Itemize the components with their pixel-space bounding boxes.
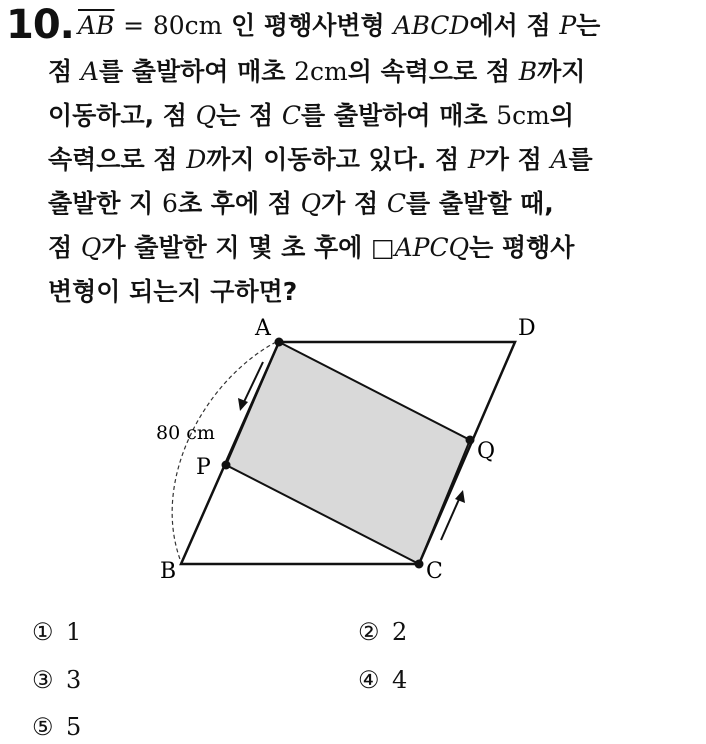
choice-2-mark: ② <box>358 618 380 646</box>
question-line-7: 변형이 되는지 구하면? <box>48 277 298 306</box>
choice-2[interactable] <box>358 618 407 646</box>
point-c-dot <box>415 560 424 569</box>
choice-1[interactable] <box>32 618 81 646</box>
line2-text-1: 점 <box>48 57 73 86</box>
point-p: P <box>559 11 577 40</box>
parallelogram-figure <box>140 305 536 595</box>
choice-3-mark: ③ <box>32 666 54 694</box>
square-symbol: □ <box>370 233 395 262</box>
line4-text-4: 를 <box>568 145 593 174</box>
equals-sign: = <box>123 11 145 40</box>
question-line-6 <box>48 228 574 264</box>
question-line-5 <box>48 184 554 220</box>
line3-text-3: 를 출발하여 매초 <box>301 101 488 130</box>
choice-3[interactable] <box>32 666 81 694</box>
speed-p: 2 <box>294 57 311 86</box>
line5-text-2: 초 후에 점 <box>177 189 292 218</box>
segment-ab: $\overline{AB}$ <box>78 11 115 40</box>
line1-text-2: 에서 점 <box>469 11 551 40</box>
question-line-2 <box>48 52 585 88</box>
question-line-4 <box>48 140 593 176</box>
point-a-dot <box>275 338 284 347</box>
question-line-3 <box>48 96 574 132</box>
choice-4-value: 4 <box>392 666 408 694</box>
choice-4[interactable] <box>358 666 407 694</box>
label-length: 80 cm <box>156 422 215 444</box>
label-q: Q <box>477 439 496 464</box>
line1-text-1: 인 평행사변형 <box>231 11 385 40</box>
line6-text-1: 점 <box>48 233 73 262</box>
choice-4-mark: ④ <box>358 666 380 694</box>
line4-text-3: 가 점 <box>484 145 542 174</box>
line6-text-2: 가 출발한 지 몇 초 후에 <box>101 233 363 262</box>
label-p: P <box>196 455 211 480</box>
line2-text-3: 의 속력으로 점 <box>347 57 511 86</box>
label-b: B <box>160 559 177 584</box>
line2-text-4: 까지 <box>537 57 586 86</box>
line3-text-2: 는 점 <box>216 101 274 130</box>
shape-name: ABCD <box>393 11 470 40</box>
choice-1-mark: ① <box>32 618 54 646</box>
point-q: Q <box>195 101 217 130</box>
choice-5-mark: ⑤ <box>32 713 54 741</box>
choice-1-value: 1 <box>66 618 82 646</box>
question-line-1 <box>78 6 600 42</box>
point-p: P <box>467 145 485 174</box>
line4-text-1: 속력으로 점 <box>48 145 178 174</box>
choice-5[interactable] <box>32 713 81 741</box>
length-value: 80 <box>152 11 185 40</box>
point-q: Q <box>300 189 322 218</box>
point-q-dot <box>466 436 475 445</box>
point-c: C <box>281 101 302 130</box>
point-c: C <box>386 189 407 218</box>
choice-3-value: 3 <box>66 666 82 694</box>
point-p-dot <box>222 461 231 470</box>
label-d: D <box>518 316 536 341</box>
point-b: B <box>518 57 538 86</box>
line5-text-4: 를 출발할 때, <box>406 189 554 218</box>
speed-q-unit: cm <box>512 101 550 130</box>
point-a: A <box>550 145 569 174</box>
line5-text-1: 출발한 지 <box>48 189 154 218</box>
line2-text-2: 를 출발하여 매초 <box>98 57 286 86</box>
line5-text-3: 가 점 <box>321 189 379 218</box>
line1-text-3: 는 <box>576 11 601 40</box>
line4-text-2: 까지 이동하고 있다. 점 <box>206 145 460 174</box>
point-d: D <box>186 145 207 174</box>
length-unit: cm <box>184 11 223 40</box>
choice-5-value: 5 <box>66 713 82 741</box>
speed-q: 5 <box>496 101 513 130</box>
line3-text-4: 의 <box>549 101 575 130</box>
label-c: C <box>426 559 443 584</box>
line6-text-3: 는 평행사 <box>469 233 575 262</box>
arrowhead-p <box>238 398 248 411</box>
speed-p-unit: cm <box>310 57 348 86</box>
question-number: 10. <box>6 2 74 48</box>
label-a: A <box>255 316 271 341</box>
delay-seconds: 6 <box>162 189 178 218</box>
point-a: A <box>80 57 99 86</box>
choice-2-value: 2 <box>392 618 408 646</box>
quad-name: APCQ <box>394 233 470 262</box>
point-q: Q <box>80 233 102 262</box>
arrowhead-q <box>455 490 465 503</box>
line3-text-1: 이동하고, 점 <box>48 101 187 130</box>
